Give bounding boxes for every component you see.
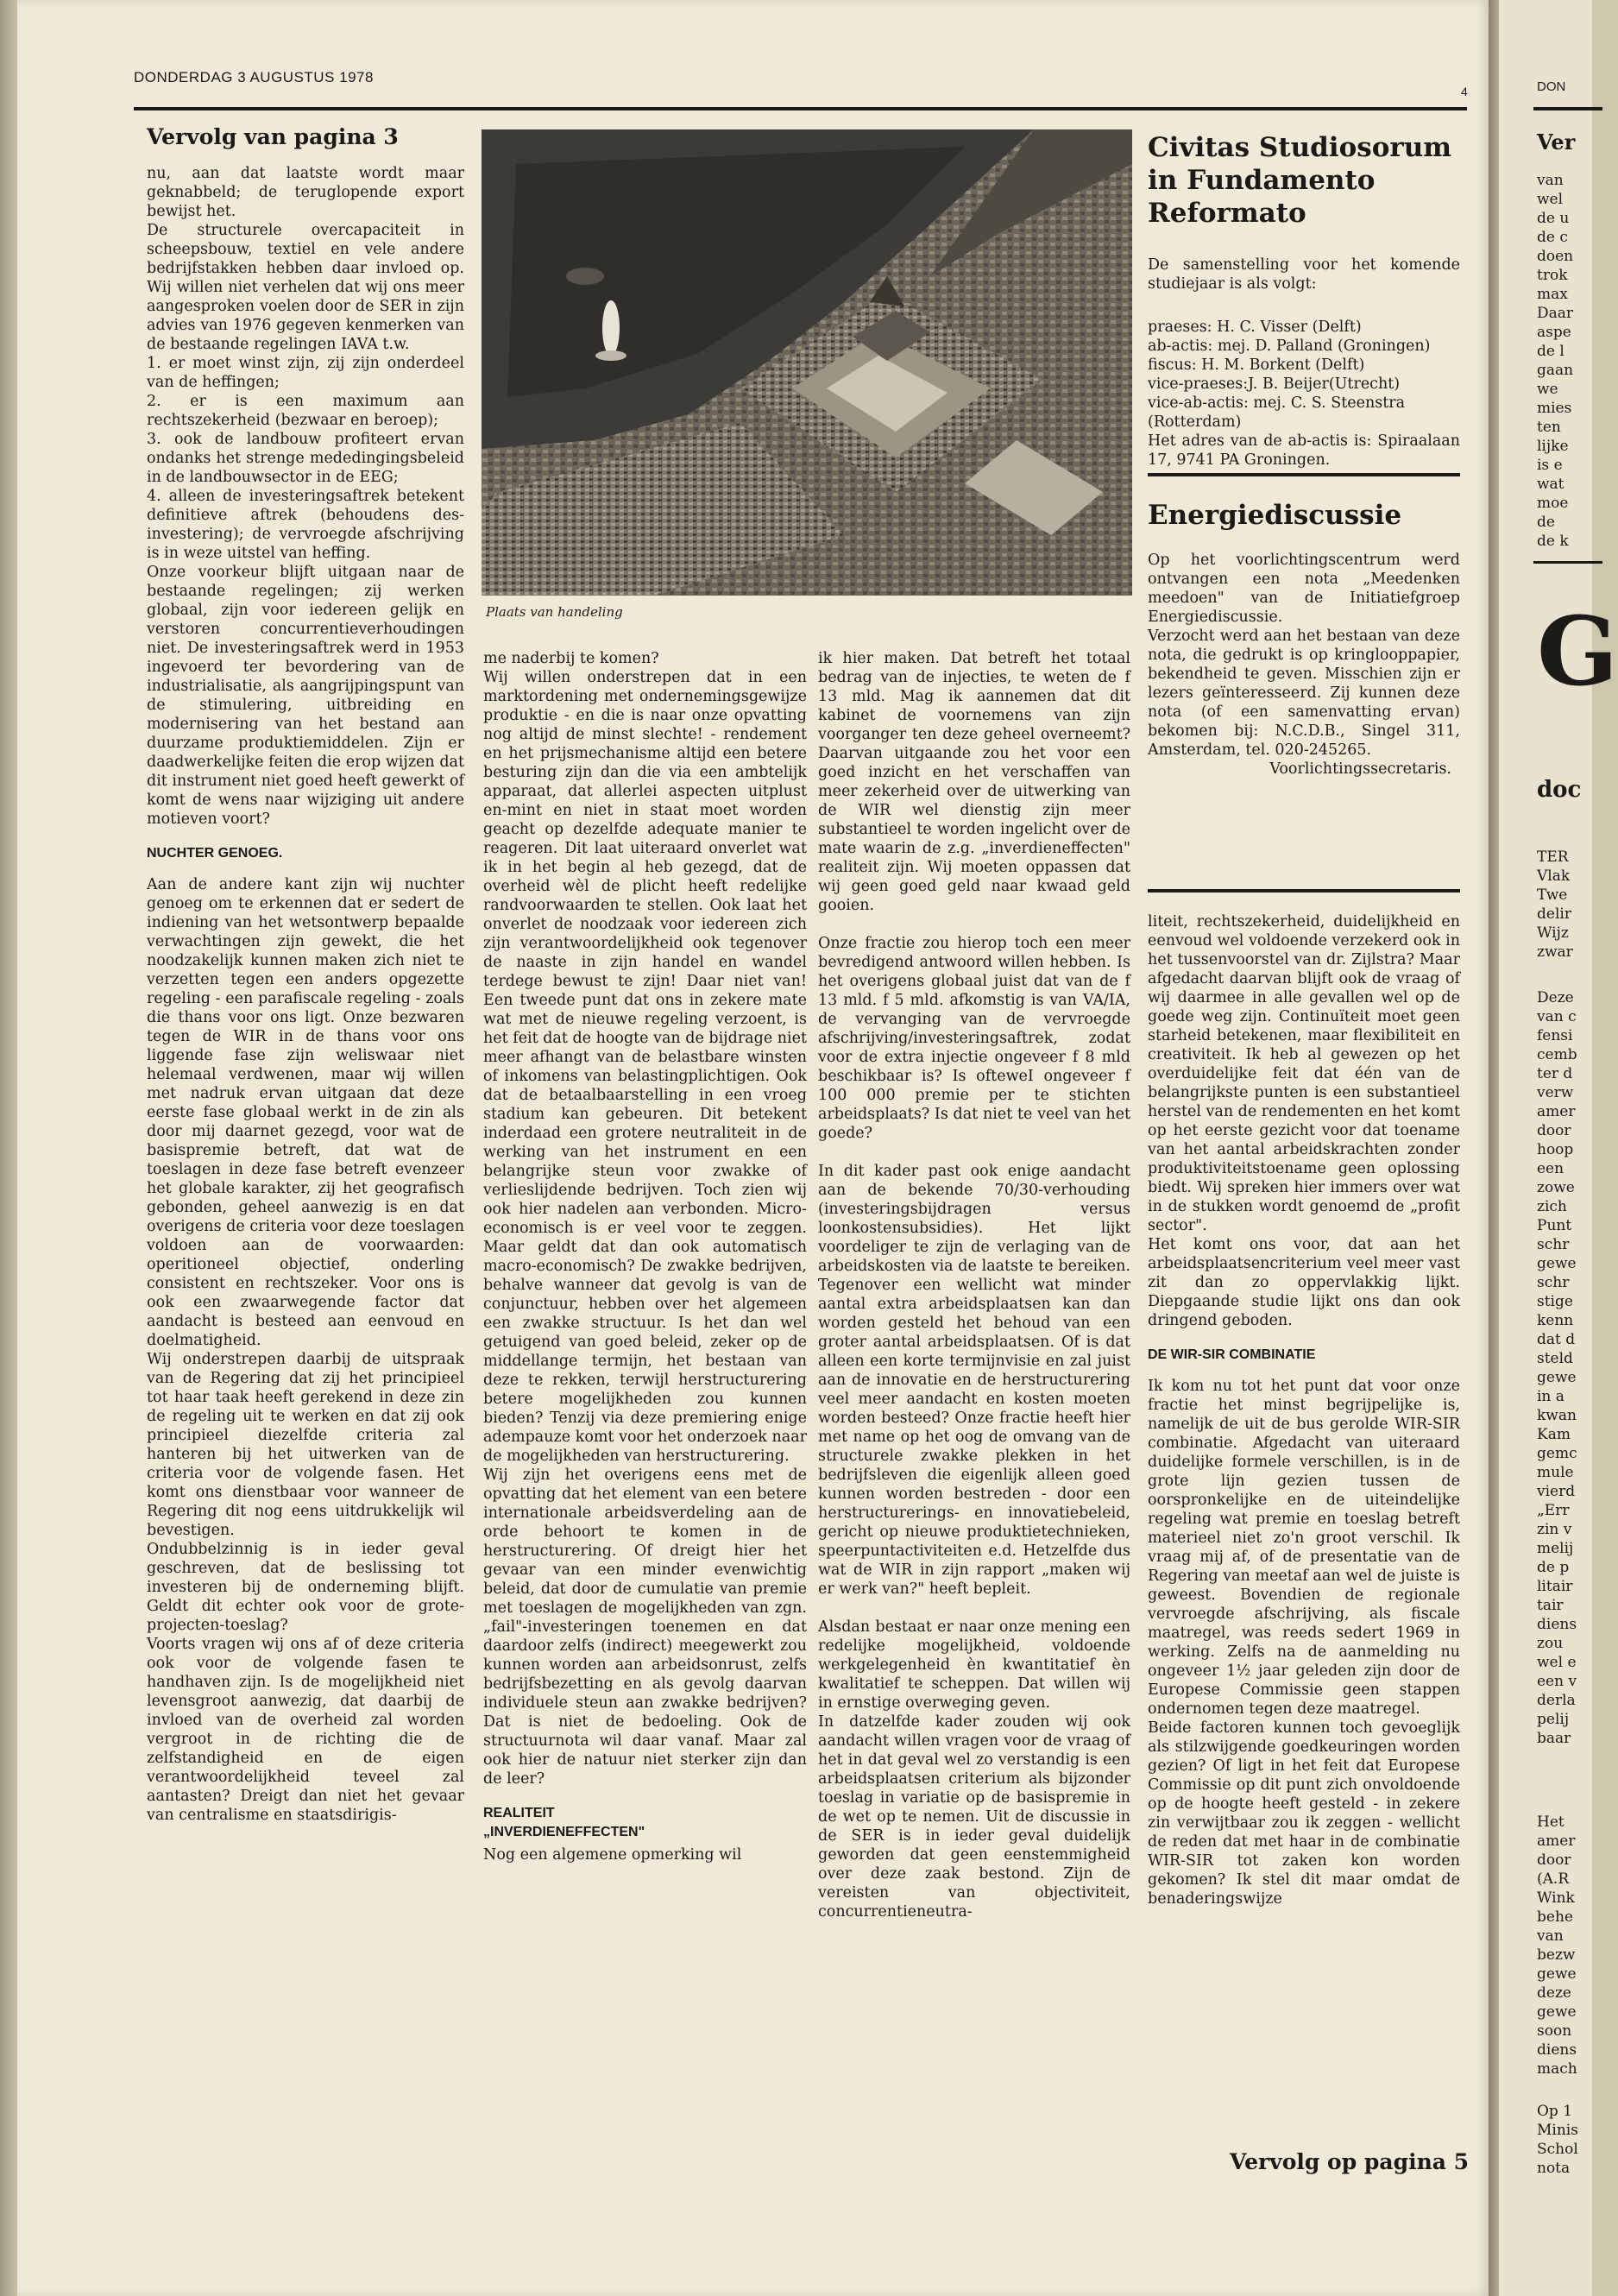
next-page-line: Minis <box>1537 2122 1578 2139</box>
next-page-line: ten <box>1537 419 1561 436</box>
next-page-line: een <box>1537 1160 1564 1177</box>
next-page-line: een v <box>1537 1673 1577 1690</box>
next-page-line: steld <box>1537 1350 1573 1367</box>
next-page-line: mach <box>1537 2060 1577 2078</box>
next-page-line: Op 1 <box>1537 2103 1573 2120</box>
next-page-line: moe <box>1537 495 1569 512</box>
next-page-line: gaan <box>1537 362 1574 379</box>
next-page-line: de c <box>1537 229 1568 246</box>
next-page-line: gewe <box>1537 1965 1577 1983</box>
col1-paragraph-1: nu, aan dat laatste wordt maar geknabbeld; de teruglopende export bewijst het. <box>147 165 464 220</box>
next-page-line: schr <box>1537 1236 1570 1253</box>
aerial-photo-image <box>482 129 1132 596</box>
next-page-line: Schol <box>1537 2141 1578 2158</box>
next-page-line: zou <box>1537 1635 1564 1652</box>
next-page-line: zowe <box>1537 1179 1575 1196</box>
next-page-line: Deze <box>1537 989 1574 1006</box>
next-page-doc: doc <box>1537 777 1582 803</box>
header-rule <box>134 107 1467 110</box>
col4-paragraph-2: Het komt ons voor, dat aan het arbeidsplaatsencriterium veel meer vast zit dan zo oppervlakkig lijkt. Diepgaande studie lijkt ons dan ook dringend geboden. <box>1148 1236 1460 1329</box>
col3-paragraph-5: In datzelfde kader zouden wij ook aandacht willen vragen voor de vraag of het in dat geval wel zo verstandig is een arbeidsplaatsen criterium als bijzonder toeslag in variatie op de basispremie in de wet op te nemen. Uit de discussie in de SER is in ieder geval duidelijk geworden dat geen eenstemmigheid over deze zaak bestond. Zijn de vereisten van objectiviteit, concurrentieneutra- <box>818 1713 1130 1921</box>
next-page-header-rule <box>1533 107 1602 110</box>
next-page-line: Daar <box>1537 305 1574 322</box>
next-page-line: diens <box>1537 1616 1577 1633</box>
photo-caption: Plaats van handeling <box>486 604 623 620</box>
page-edge-shadow <box>0 0 17 2296</box>
next-page-line: kwan <box>1537 1407 1577 1424</box>
col1-list-item-2: 2. er is een maximum aan rechtszekerheid (bezwaar en beroep); <box>147 393 464 429</box>
col2-subheading-2: „INVERDIENEFFECTEN" <box>483 1825 645 1839</box>
next-page-line: ter d <box>1537 1065 1573 1082</box>
col1-paragraph-4: Aan de andere kant zijn wij nuchter genoeg om te erkennen dat er sedert de indiening van het wetsontwerp bepaalde verwachtingen zijn gewekt, die het noodzakelijk kunnen maken zich niet te verzetten tegen een anders opgezette regeling - een parafiscale regeling - zoals die thans voor ons ligt. Onze bezwaren tegen de WIR in de thans voor ons liggende fase zijn weliswaar niet helemaal verdwenen, maar wij willen met nadruk ervan uitgaan dat deze eerste fase globaal werkt in de zin als door mij daarnet gezegd, voor wat de basispremie betreft, dat wat de toeslagen in deze fase betreft evenzeer het globale karakter, zij het geografisch gebonden, geheel aanwezig is en dat overigens de criteria voor deze toeslagen voldoen aan de voorwaarden: operitioneel objectief, onderling consistent en rechtszeker. Voor ons is ook een zwaarwegende factor dat aandacht is besteed aan eenvoud en doelmatigheid. <box>147 876 464 1349</box>
next-page-line: kenn <box>1537 1312 1574 1329</box>
next-page-line: tair <box>1537 1597 1564 1614</box>
column-1 <box>147 124 464 1825</box>
energie-bottom-rule <box>1148 889 1460 893</box>
col1-paragraph-3: Onze voorkeur blijft uitgaan naar de bestaande regelingen; zij werken globaal, zijn voor iedereen gelijk en verstoren concurrentieverhoudingen niet. De investeringsaftrek werd in 1953 ingevoerd ter bevordering van de industrialisatie, als aangrijpingspunt van de stimulering, uitbreiding en modernisering van het bestand aan duurzame produktiemiddelen. Zijn er daadwerkelijke feiten die erop wijzen dat dit instrument niet goed heeft gewerkt of komt de wens naar wijziging uit andere motieven voort? <box>147 564 464 828</box>
next-page-line: TER <box>1537 848 1569 866</box>
next-page-line: van <box>1537 1927 1564 1945</box>
header-page-number: 4 <box>1461 85 1468 98</box>
civitas-vice-ab-actis: vice-ab-actis: mej. C. S. Steenstra (Rotterdam) <box>1148 394 1406 431</box>
next-page-line: zin v <box>1537 1521 1572 1538</box>
next-page-line: deze <box>1537 1984 1571 2002</box>
next-page-line: lijke <box>1537 438 1569 455</box>
column-1-heading: Vervolg van pagina 3 <box>147 124 399 149</box>
next-page-line: van c <box>1537 1008 1577 1025</box>
next-page-line: gewe <box>1537 1255 1577 1272</box>
next-page-line: de u <box>1537 210 1570 227</box>
energiediscussie-notice <box>1148 499 1460 779</box>
next-page-line: max <box>1537 286 1568 303</box>
next-page-line: cemb <box>1537 1046 1577 1063</box>
col1-list-item-4: 4. alleen de investeringsaftrek betekent definitieve aftrek (behoudens des-investering); de vervroegde afschrijving is in weze uitstel van heffing. <box>147 488 464 562</box>
next-page-line: derla <box>1537 1692 1576 1709</box>
next-page-line: (A.R <box>1537 1870 1570 1888</box>
next-page-line: door <box>1537 1851 1571 1869</box>
header-date: DONDERDAG 3 AUGUSTUS 1978 <box>134 69 374 85</box>
next-page-line: dat d <box>1537 1331 1576 1348</box>
next-page-line: delir <box>1537 905 1571 923</box>
energie-paragraph-1: Op het voorlichtingscentrum werd ontvangen een nota „Meedenken meedoen" van de Initiatiefgroep Energiediscussie. <box>1148 552 1460 626</box>
next-page-big-letter: G <box>1537 596 1618 707</box>
col4-subheading: DE WIR-SIR COMBINATIE <box>1148 1347 1316 1362</box>
next-page-line: amer <box>1537 1103 1576 1120</box>
next-page-line: schr <box>1537 1274 1570 1291</box>
column-4 <box>1148 912 1460 1908</box>
page-gutter <box>1489 0 1499 2296</box>
civitas-ab-actis: ab-actis: mej. D. Palland (Groningen) <box>1148 337 1431 355</box>
next-page-heading: Ver <box>1537 129 1576 155</box>
civitas-bottom-rule <box>1148 473 1460 476</box>
next-page-line: gewe <box>1537 1369 1577 1386</box>
next-page-line: de <box>1537 514 1555 531</box>
col3-paragraph-2: Onze fractie zou hierop toch een meer bevredigend antwoord willen hebben. Is het overigens globaal juist dat van de f 13 mld. f 5 mld. afkomstig is van VA/IA, de vervanging van de vervroegde afschrijving/investeringsaftrek, zodat voor de extra injectie ongeveer f 8 mld beschikbaar is? Is ofteweI ongeveer f 100 000 premie per te stichten arbeidsplaats? Is dat niet te veel van het goede? <box>818 935 1130 1142</box>
col2-paragraph-2: Wij willen onderstrepen dat in een marktordening met ondernemingsgewijze produktie - en die is naar onze opvatting nog altijd de minst slechte! - rendement en het prijsmechanisme altijd een betere besturing zijn dan die via een ambtelijk apparaat, dat allerlei aspecten uitplust en-mint en niet in staat moet worden geacht op dezelfde adequate manier te reageren. Dit laat uiteraard onverlet wat ik in het begin al heb gezegd, dat de overheid wèl de plicht heeft redelijke randvoorwaarden te stellen. Ook laat het onverlet de noodzaak voor iedereen zich zijn verantwoordelijkheid ook tegenover de naaste in zijn handel en wandel terdege bewust te zijn! Daar niet van! Een tweede punt dat ons in zekere mate wat met de nieuwe regeling verzoent, is het feit dat de hoogte van de bijdrage niet meer afhangt van de belastbare winsten of inkomens van belastingplichtigen. Ook dat de betaalbaarstelling in een vroeg stadium kan gebeuren. Dit betekent inderdaad een grotere neutraliteit in de werking van het instrument en een belangrijke steun voor zwakke of verlieslijdende bedrijven. Toch zien wij ook hier nadelen aan verbonden. Micro-economisch is er veel voor te zeggen. Maar geldt dat dan ook automatisch macro-economisch? De zwakke bedrijven, behalve wanneer dat gevolg is van de conjunctuur, hebben over het algemeen een zwakke structuur. Is het dan wel getuigend van goed beleid, zeker op de middellange termijn, het bestaan van deze te rekken, terwijl herstructurering betere mogelijkheden zou kunnen bieden? Tenzij via deze premiering enige adempauze komt voor het onderzoek naar de mogelijkheden van herstructurering. <box>483 669 807 1465</box>
next-page-line: van <box>1537 172 1564 189</box>
next-page-line: vierd <box>1537 1483 1576 1500</box>
next-page-line: gemc <box>1537 1445 1577 1462</box>
next-page-line: litair <box>1537 1578 1573 1595</box>
next-page-line: Het <box>1537 1813 1564 1831</box>
next-page-line: nota <box>1537 2160 1571 2177</box>
column-3 <box>818 649 1130 1921</box>
civitas-title: Civitas Studiosorum in Fundamento Reformato <box>1148 132 1452 229</box>
next-page-line: fensi <box>1537 1027 1573 1044</box>
next-page-line: we <box>1537 381 1558 398</box>
next-page-line: stige <box>1537 1293 1573 1310</box>
column-2 <box>483 649 807 1864</box>
col4-paragraph-4: Beide factoren kunnen toch gevoeglijk als stilzwijgende goedkeuringen worden gezien? Of ligt in het feit dat Europese Commissie op dit punt zich onvoldoende op de hoogte heeft gesteld - in zekere zin verwijtbaar zou ik zeggen - wellicht de reden dat met haar in de combinatie WIR-SIR tot zaken kon worden gekomen? Ik stel dit maar omdat de benaderingswijze <box>1148 1719 1460 1908</box>
next-page-line: Twe <box>1537 886 1568 904</box>
energie-signature: Voorlichtingssecretaris. <box>1269 760 1451 778</box>
aerial-photo-binnenhof <box>482 129 1132 596</box>
next-page-line: Kam <box>1537 1426 1571 1443</box>
col1-list-item-1: 1. er moet winst zijn, zij zijn onderdeel van de heffingen; <box>147 355 464 391</box>
next-page-line: wel e <box>1537 1654 1577 1671</box>
next-page-line: diens <box>1537 2041 1577 2059</box>
next-page-line: de k <box>1537 533 1569 550</box>
civitas-intro: De samenstelling voor het komende studiejaar is als volgt: <box>1148 256 1460 293</box>
col1-paragraph-5: Wij onderstrepen daarbij de uitspraak van de Regering dat zij het principieel tot haar taak heeft gerekend in deze zin de regeling uit te werken en dat zij ook principieel diezelfde criteria zal hanteren bij het uitwerken van de criteria voor de volgende fasen. Het komt ons dienstbaar voor wanneer de Regering dit nog eens uitdrukkelijk wil bevestigen. <box>147 1351 464 1539</box>
civitas-adres: Het adres van de ab-actis is: Spiraalaan 17, 9741 PA Groningen. <box>1148 432 1460 469</box>
col3-paragraph-1: ik hier maken. Dat betreft het totaal bedrag van de injecties, te weten de f 13 mld. Mag ik aannemen dat dit kabinet de voornemens van zijn voorganger ten deze geheel overneemt? Daarvan uitgaande zou het voor een goed inzicht en het verschaffen van meer zekerheid over de uitwerking van de WIR wel dienstig zijn meer substantieel te worden ingelicht over de mate waarin de z.g. „inverdieneffecten" realiteit zijn. Wij moeten oppassen dat wij geen goed geld naar kwaad geld gooien. <box>818 650 1130 914</box>
next-page-rule <box>1533 561 1602 564</box>
next-page-line: doen <box>1537 248 1574 265</box>
next-page-line: soon <box>1537 2022 1572 2040</box>
next-page-line: melij <box>1537 1540 1574 1557</box>
col1-paragraph-7: Voorts vragen wij ons af of deze criteria ook voor de volgende fasen te handhaven zijn. Is de mogelijkheid niet levensgroot aanwezig, dat daarbij de invloed van de overheid zal worden vergroot in de richting die de zelfstandigheid en de eigen verantwoordelijkheid teveel zal aantasten? Dreigt dan niet het gevaar van centralisme en staatsdirigis- <box>147 1636 464 1824</box>
next-page-line: amer <box>1537 1832 1576 1850</box>
next-page-line: Punt <box>1537 1217 1572 1234</box>
next-page-line: Wijz <box>1537 924 1569 942</box>
next-page-line: zich <box>1537 1198 1567 1215</box>
next-page-line: hoop <box>1537 1141 1574 1158</box>
next-page-line: „Err <box>1537 1502 1570 1519</box>
next-page-line: gewe <box>1537 2003 1577 2021</box>
next-page-line: door <box>1537 1122 1571 1139</box>
col1-paragraph-6: Ondubbelzinnig is in ieder geval geschreven, dat de beslissing tot investeren bij de onderneming blijft. Geldt dit echter ook voor de grote-projecten-toeslag? <box>147 1541 464 1634</box>
next-page-line: de l <box>1537 343 1564 360</box>
col2-subheading-1: REALITEIT <box>483 1806 555 1820</box>
next-page-line: Vlak <box>1537 867 1571 885</box>
col3-paragraph-3: In dit kader past ook enige aandacht aan de bekende 70/30-verhouding (investeringsbijdragen versus loonkostensubsidies). Het lijkt voordeliger te zijn de verlaging van de arbeidskosten via de laatste te bereiken. Tegenover een wellicht wat minder aantal extra arbeidsplaatsen kan dan worden gesteld het behoud van een groter aantal arbeidsplaatsen. Of is dat alleen een korte termijnvisie en zal juist aan de innovatie en de herstructurering veel meer aandacht en kosten moeten worden besteed? Onze fractie heeft hier met name op het oog de omvang van de structurele zwakke plekken in het bedrijfsleven die eigenlijk alleen goed kunnen worden bestreden - door een herstructurerings- en innovatiebeleid, gericht op nieuwe produktietechnieken, speerpuntactiviteiten e.d. Hetzelfde dus wat de WIR in zijn rapport „maken wij er werk van?" heeft bepleit. <box>818 1163 1130 1598</box>
col2-paragraph-4: Nog een algemene opmerking wil <box>483 1846 742 1864</box>
next-page-line: pelij <box>1537 1711 1570 1728</box>
col3-paragraph-4: Alsdan bestaat er naar onze mening een redelijke mogelijkheid, voldoende werkgelegenheid èn kwantitatief èn kwalitatief te scheppen. Dat willen wij in ernstige overweging geven. <box>818 1618 1130 1712</box>
civitas-notice <box>1148 131 1460 470</box>
next-page-line: mule <box>1537 1464 1574 1481</box>
energie-title: Energiediscussie <box>1148 500 1402 531</box>
next-page-line: in a <box>1537 1388 1564 1405</box>
continued-on-page-5: Vervolg op pagina 5 <box>1230 2149 1470 2174</box>
civitas-praeses: praeses: H. C. Visser (Delft) <box>1148 319 1362 336</box>
next-page-line: zwar <box>1537 943 1573 961</box>
col4-paragraph-1: liteit, rechtszekerheid, duidelijkheid en eenvoud wel voldoende verzekerd ook in het tussenvoorstel van dr. Zijlstra? Maar afgedacht daarvan blijft ook de vraag of wij daarmee in alle gevallen wel op de goede weg zijn. Continuïteit moet geen starheid betekenen, maar flexibiliteit en creativiteit. Ik heb al gewezen op het overduidelijke feit dat één van de belangrijkste punten is een substantieel herstel van de rendementen en het komt op het eerste gezicht voor dat toename van het aantal arbeidskrachten zonder produktiviteitstoename geen oplossing biedt. Wij spreken hier immers over wat in de stukken wordt genoemd de „profit sector". <box>1148 913 1460 1234</box>
col1-paragraph-2: De structurele overcapaciteit in scheepsbouw, textiel en vele andere bedrijfstakken hebben daar invloed op. Wij willen niet verhelen dat wij ons meer aangesproken voelen door de SER in zijn advies van 1976 gegeven kenmerken van de bestaande regelingen IAVA t.w. <box>147 222 464 353</box>
next-page-line: wat <box>1537 476 1564 493</box>
col4-paragraph-3: Ik kom nu tot het punt dat voor onze fractie het minst begrijpelijke is, namelijk de uit de bus gerolde WIR-SIR combinatie. Afgedacht van uiteraard duidelijke formele verschillen, is in de grote lijn gezien tussen de oorspronkelijke en de uiteindelijke regeling wat premie en toeslag betreft materieel niet zo'n groot verschil. Ik vraag mij af, of de presentatie van de Regering van meetaf aan wel de juiste is geweest. Bovendien de regionale vervroegde afschrijving, als fiscale maatregel, was reeds sedert 1969 in werking. Zelfs na de aanmelding nu ongeveer 1½ jaar geleden zijn door de Europese Commissie geen stappen ondernomen tegen deze maatregel. <box>1148 1378 1460 1718</box>
civitas-vice-praeses: vice-praeses:J. B. Beijer(Utrecht) <box>1148 375 1401 393</box>
next-page-line: is e <box>1537 457 1563 474</box>
energie-paragraph-2: Verzocht werd aan het bestaan van deze nota, die gedrukt is op kringlooppapier, bekendheid te geven. Misschien zijn er lezers geïnteresseerd. Zij kunnen deze nota (of een samenvatting ervan) bekomen bij: N.C.D.B., Singel 311, Amsterdam, tel. 020-245265. <box>1148 628 1460 759</box>
next-page-line: Wink <box>1537 1889 1575 1907</box>
col1-subheading: NUCHTER GENOEG. <box>147 846 283 861</box>
next-page-sliver <box>1499 0 1618 2296</box>
civitas-fiscus: fiscus: H. M. Borkent (Delft) <box>1148 356 1365 374</box>
col2-paragraph-1: me naderbij te komen? <box>483 650 659 667</box>
next-page-header: DON <box>1537 79 1566 94</box>
next-page-line: mies <box>1537 400 1572 417</box>
next-page-line: trok <box>1537 267 1568 284</box>
col2-paragraph-3: Wij zijn het overigens eens met de opvatting dat het element van een betere internationale arbeidsverdeling aan de orde behoort te komen in de herstructurering. Of dreigt hier het gevaar van een minder evenwichtig beleid, dat door de cumulatie van premie met toeslagen de mogelijkheden van zgn. „fail"-investeringen toenemen en dat daardoor zelfs (indirect) meegewerkt zou kunnen worden aan arbeidsonrust, zelfs bedrijfsbezetting en als gevolg daarvan individuele steun aan zwakke bedrijven? Dat is niet de bedoeling. Ook de structuurnota wil daar vanaf. Maar zal ook hier de natuur niet sterker zijn dan de leer? <box>483 1467 807 1788</box>
next-page-line: aspe <box>1537 324 1571 341</box>
next-page-line: behe <box>1537 1908 1573 1926</box>
next-page-line: verw <box>1537 1084 1574 1101</box>
next-page-line: bezw <box>1537 1946 1576 1964</box>
col1-list-item-3: 3. ook de landbouw profiteert ervan ondanks het strenge mededingingsbeleid in de landbouwsector in de EEG; <box>147 431 464 486</box>
next-page-line: wel <box>1537 191 1564 208</box>
next-page-line: de p <box>1537 1559 1570 1576</box>
next-page-line: baar <box>1537 1730 1571 1747</box>
